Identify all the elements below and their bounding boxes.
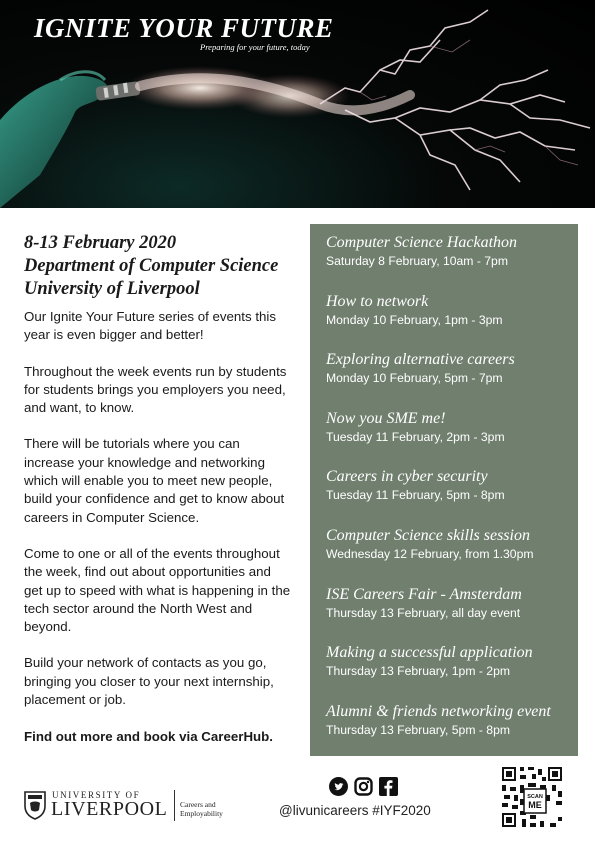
instagram-icon[interactable]	[354, 777, 373, 796]
social-links	[329, 777, 398, 796]
social-handle: @livunicareers #IYF2020	[279, 803, 431, 818]
university-logo	[24, 790, 224, 824]
event-title: Computer Science Hackathon	[326, 234, 518, 251]
event-item	[326, 409, 578, 468]
intro-paragraph: Throughout the week events run by students for students brings you employers you need, and want, to know.	[24, 363, 287, 416]
event-item	[326, 350, 578, 409]
event-datetime: Tuesday 11 February, 2pm - 3pm	[326, 429, 505, 444]
event-dates: 8-13 February 2020	[24, 233, 177, 253]
intro-paragraph: Build your network of contacts as you go, bringing you closer to your next internship, placement or job.	[24, 655, 274, 708]
event-title: Computer Science skills session	[326, 526, 530, 544]
event-title: How to network	[326, 292, 429, 310]
hero-subtitle: Preparing for your future, today	[200, 42, 310, 52]
events-panel	[310, 224, 578, 756]
event-item	[326, 233, 578, 292]
event-item	[326, 526, 578, 585]
qr-code-icon[interactable]	[500, 765, 564, 829]
crest-icon	[24, 790, 46, 820]
logo-university-of: UNIVERSITY OF	[52, 790, 141, 800]
event-item	[326, 467, 578, 526]
event-item	[326, 702, 578, 761]
facebook-icon[interactable]	[379, 777, 398, 796]
event-title: Now you SME me!	[326, 409, 446, 427]
intro-paragraph: Come to one or all of the events throughout the week, find out about opportunities and get up to speed with what is happening in the tech sector around the North West and beyond.	[24, 545, 291, 635]
event-title: Careers in cyber security	[326, 468, 488, 486]
event-datetime: Monday 10 February, 5pm - 7pm	[326, 371, 503, 386]
intro-paragraph: There will be tutorials where you can increase your knowledge and networking which will enable you to meet new people, build your confidence and get to know about careers in Computer Science.	[24, 436, 285, 525]
careerhub-call-to-action: Find out more and book via CareerHub.	[24, 729, 273, 745]
university-name: University of Liverpool	[24, 279, 200, 299]
event-title: ISE Careers Fair - Amsterdam	[326, 585, 522, 603]
event-datetime: Thursday 13 February, 1pm - 2pm	[326, 664, 511, 679]
hero-title: IGNITE YOUR FUTURE	[34, 13, 334, 43]
department-name: Department of Computer Science	[24, 256, 279, 276]
careers-employability-label	[180, 800, 223, 818]
careers-line: Careers and	[180, 800, 216, 809]
hero-banner	[0, 0, 595, 208]
logo-liverpool: LIVERPOOL	[51, 798, 168, 820]
event-item	[326, 643, 578, 702]
intro-paragraph: Our Ignite Your Future series of events this year is even bigger and better!	[24, 309, 277, 343]
event-datetime: Thursday 13 February, all day event	[326, 605, 521, 620]
qr-scan-label: SCAN	[527, 794, 543, 800]
intro-section	[24, 232, 292, 747]
event-title: Making a successful application	[326, 644, 533, 662]
event-datetime: Thursday 13 February, 5pm - 8pm	[326, 722, 511, 737]
event-datetime: Tuesday 11 February, 5pm - 8pm	[326, 488, 505, 503]
event-title: Alumni & friends networking event	[326, 702, 551, 720]
employability-line: Employability	[180, 809, 223, 818]
event-title: Exploring alternative careers	[326, 351, 515, 369]
twitter-icon[interactable]	[329, 777, 348, 796]
event-datetime: Saturday 8 February, 10am - 7pm	[326, 254, 508, 268]
event-item	[326, 292, 578, 351]
logo-divider	[174, 790, 175, 821]
event-datetime: Monday 10 February, 1pm - 3pm	[326, 312, 503, 327]
event-datetime: Wednesday 12 February, from 1.30pm	[326, 546, 534, 561]
event-item	[326, 585, 578, 644]
qr-me-label: ME	[528, 800, 542, 810]
